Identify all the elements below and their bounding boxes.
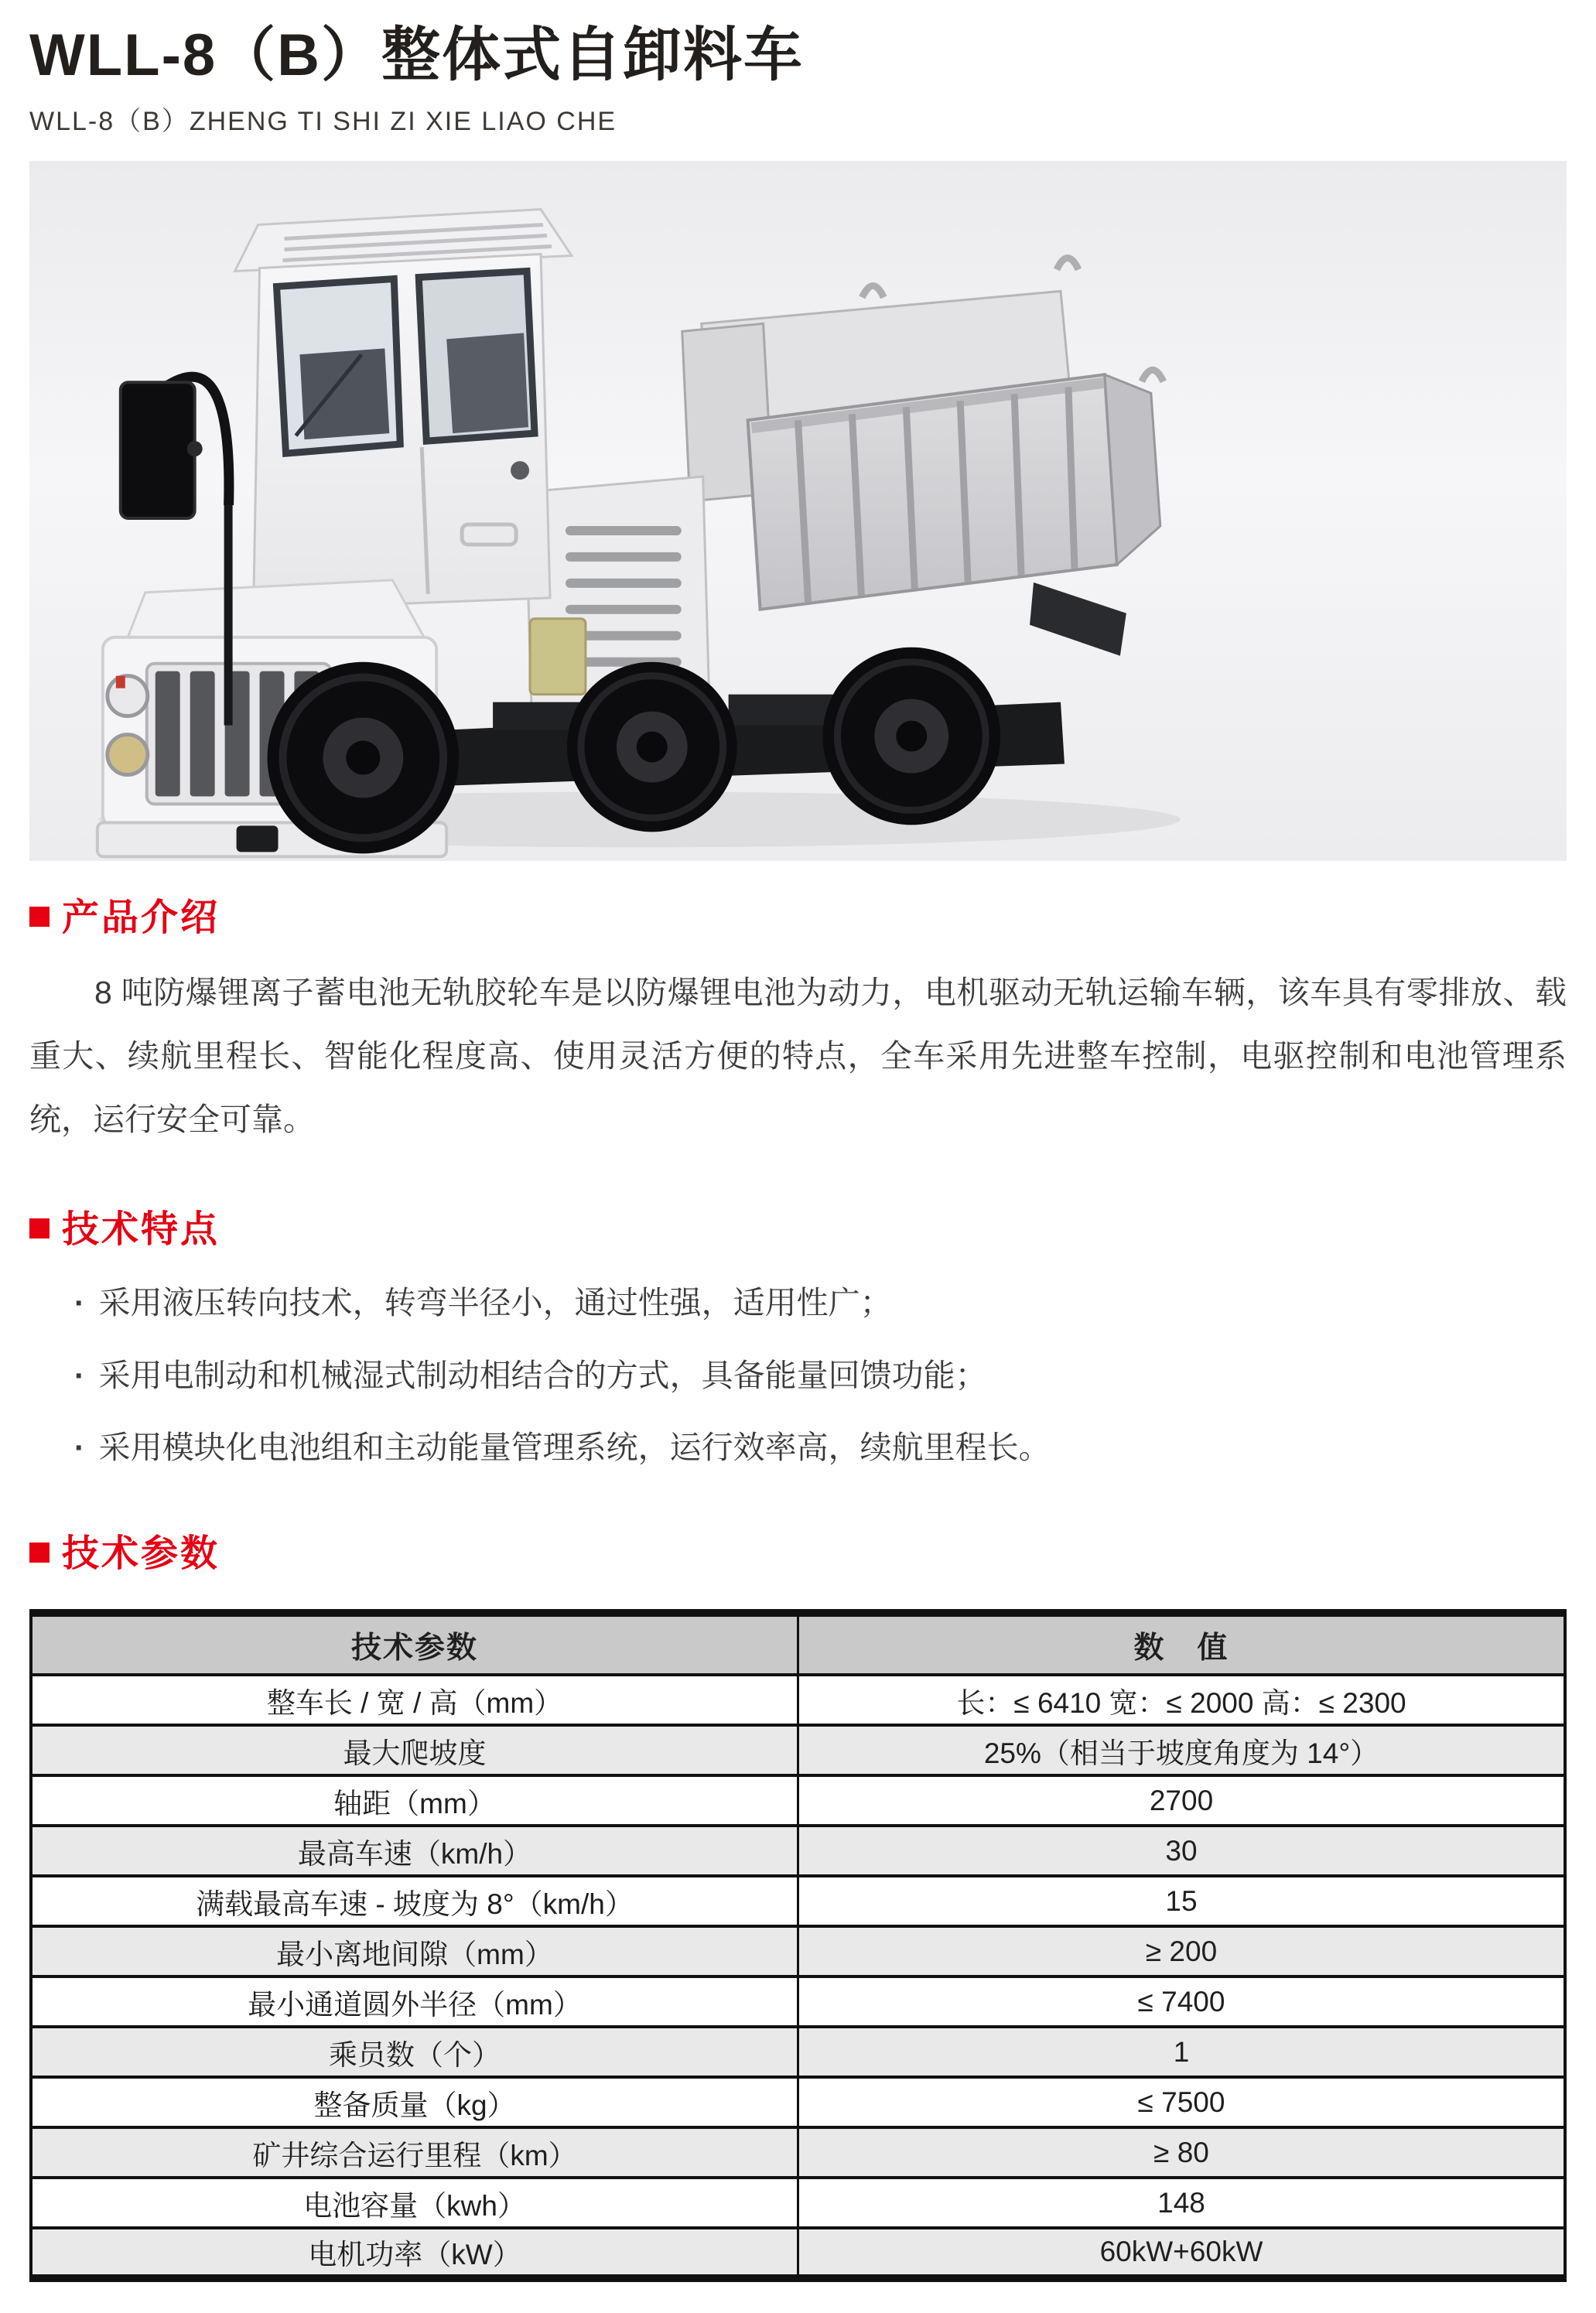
table-row xyxy=(31,1976,1565,2027)
feature-text: 采用液压转向技术，转弯半径小，通过性强，适用性广； xyxy=(98,1285,892,1321)
table-row xyxy=(31,1876,1565,1926)
table-row xyxy=(31,1926,1565,1976)
tow-hitch xyxy=(237,826,279,852)
feature-item xyxy=(74,1426,1567,1469)
specs-table xyxy=(29,1609,1567,2282)
table-row xyxy=(31,1775,1565,1826)
section-intro-title: 产品介绍 xyxy=(62,897,220,939)
spec-value: 30 xyxy=(798,1826,1566,1876)
spec-label: 乘员数（个） xyxy=(31,2027,798,2077)
specs-col-value-header: 数 值 xyxy=(798,1613,1566,1675)
section-features-heading xyxy=(29,1199,1567,1252)
rear-wheel xyxy=(822,647,1000,825)
spec-value: ≥ 200 xyxy=(798,1926,1566,1976)
red-square-bullet xyxy=(29,907,50,927)
feature-text: 采用电制动和机械湿式制动相结合的方式，具备能量回馈功能； xyxy=(98,1357,987,1393)
spec-value: ≤ 7500 xyxy=(798,2077,1566,2127)
bullet-dot: · xyxy=(74,1357,85,1393)
table-row xyxy=(31,2127,1565,2178)
spec-value: 长：≤ 6410 宽：≤ 2000 高：≤ 2300 xyxy=(798,1675,1566,1725)
table-row xyxy=(31,1675,1565,1725)
spec-label: 矿井综合运行里程（km） xyxy=(31,2127,798,2178)
specs-header-row xyxy=(31,1613,1565,1675)
truck-cab xyxy=(235,210,572,610)
junction-box xyxy=(530,619,586,695)
spec-label: 整车长 / 宽 / 高（mm） xyxy=(31,1675,798,1725)
product-photo-container xyxy=(29,161,1567,861)
red-square-bullet xyxy=(29,1543,50,1563)
section-features-title: 技术特点 xyxy=(62,1209,220,1251)
intro-paragraph: 8 吨防爆锂离子蓄电池无轨胶轮车是以防爆锂电池为动力，电机驱动无轨运输车辆，该车具有零排放、载重大、续航里程长、智能化程度高、使用灵活方便的特点，全车采用先进整车控制，电驱控制和电池管理系统，运行安全可靠。 xyxy=(29,975,1567,1138)
table-row xyxy=(31,1725,1565,1775)
table-row xyxy=(31,2228,1565,2278)
spec-label: 最高车速（km/h） xyxy=(31,1826,798,1876)
spec-label: 最小离地间隙（mm） xyxy=(31,1926,798,1976)
bullet-dot: · xyxy=(74,1430,85,1466)
table-row xyxy=(31,1826,1565,1876)
page-subtitle: WLL-8（B）ZHENG TI SHI ZI XIE LIAO CHE xyxy=(29,107,617,137)
bullet-dot: · xyxy=(74,1285,85,1321)
spec-label: 电池容量（kwh） xyxy=(31,2178,798,2228)
table-row xyxy=(31,2077,1565,2127)
spec-label: 最大爬坡度 xyxy=(31,1725,798,1775)
spec-value: 25%（相当于坡度角度为 14°） xyxy=(798,1725,1566,1775)
feature-item xyxy=(74,1282,1567,1324)
spec-value: ≥ 80 xyxy=(798,2127,1566,2178)
truck-product-image xyxy=(29,161,1567,861)
spec-label: 整备质量（kg） xyxy=(31,2077,798,2127)
spec-value: 1 xyxy=(798,2027,1566,2077)
spec-value: ≤ 7400 xyxy=(798,1976,1566,2027)
specs-col-param-header: 技术参数 xyxy=(31,1613,798,1675)
spec-value: 2700 xyxy=(798,1775,1566,1826)
middle-wheel xyxy=(567,662,737,832)
front-wheel xyxy=(268,662,460,854)
spec-value: 60kW+60kW xyxy=(798,2228,1566,2278)
feature-item xyxy=(74,1355,1567,1397)
spec-value: 15 xyxy=(798,1876,1566,1926)
spec-value: 148 xyxy=(798,2178,1566,2228)
spec-label: 电机功率（kW） xyxy=(31,2228,798,2278)
spec-label: 满载最高车速 - 坡度为 8°（km/h） xyxy=(31,1876,798,1926)
spec-label: 轴距（mm） xyxy=(31,1775,798,1826)
feature-text: 采用模块化电池组和主动能量管理系统，运行效率高，续航里程长。 xyxy=(98,1430,1051,1466)
table-row xyxy=(31,2027,1565,2077)
section-specs-heading xyxy=(29,1523,1567,1577)
red-square-bullet xyxy=(29,1218,50,1238)
feature-list xyxy=(29,1282,1567,1469)
table-row xyxy=(31,2178,1565,2228)
spec-label: 最小通道圆外半径（mm） xyxy=(31,1976,798,2027)
page-title: WLL-8（B）整体式自卸料车 xyxy=(29,22,805,88)
section-specs-title: 技术参数 xyxy=(62,1533,220,1575)
section-intro-heading xyxy=(29,887,1567,941)
